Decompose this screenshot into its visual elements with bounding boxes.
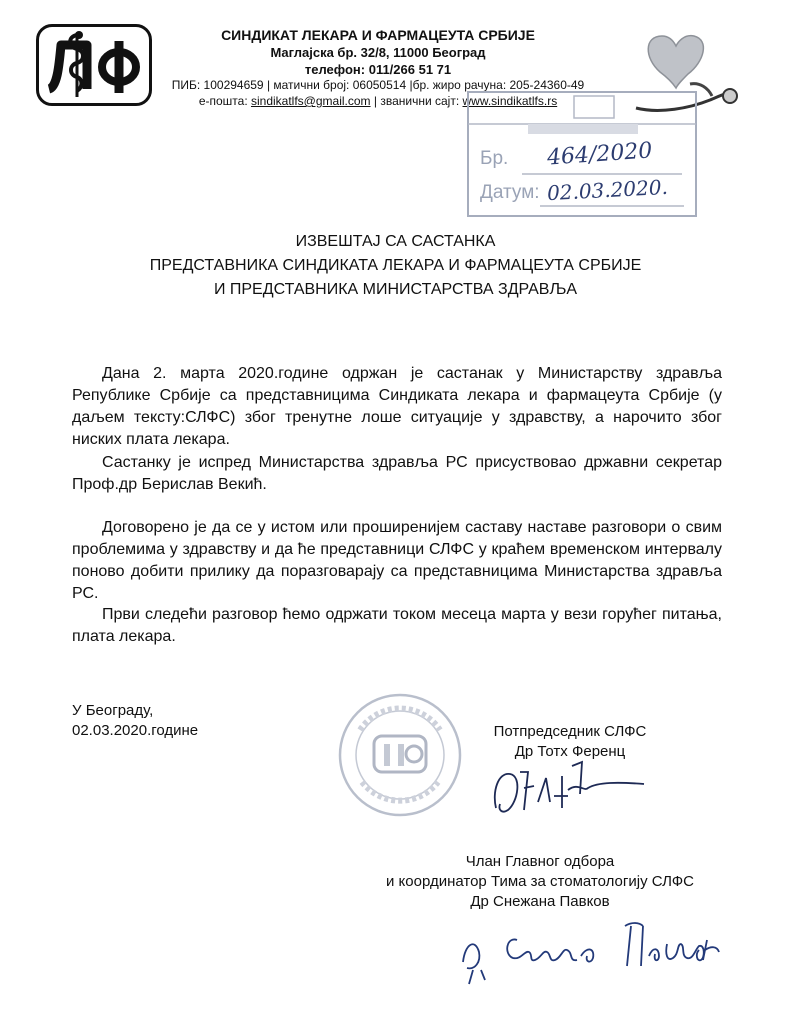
organization-phone: телефон: 011/266 51 71 [304, 62, 452, 77]
round-seal [332, 690, 468, 820]
place-city: У Београду, [72, 702, 154, 719]
report-title-line-1: ИЗВЕШТАЈ СА САСТАНКА [295, 233, 496, 250]
organization-ids: ПИБ: 100294659 | матични број: 06050514 |бр. жиро рачуна: 205-24360-49 [171, 78, 585, 92]
signatory-1-role: Потпредседник СЛФС [493, 723, 647, 740]
registration-number: 464/2020 [546, 138, 654, 171]
organization-name: СИНДИКАТ ЛЕКАРА И ФАРМАЦЕУТА СРБИЈЕ [221, 27, 535, 43]
body-paragraph-3: Договорено је да се у истом или проширенијем саставу наставе разговори о свим проблемима у здравству и да ће представници СЛФС у краћем временском интервалу поново добити прилику да поразговарају са представницима Министарства здравља РС. [72, 519, 722, 602]
body-paragraph-1: Дана 2. марта 2020.године одржан је састанак у Министарству здравља Републике Србије са представницима Синдиката лекара и фармацеута Србије (у даљем тексту:СЛФС) због тренутне лоше ситуације у здравству, а нарочито због ниских плата лекара. [72, 365, 722, 448]
signatory-2-name: Др Снежана Павков [470, 893, 610, 910]
signature-1 [488, 752, 648, 822]
signatory-2-role-line-2: и координатор Тима за стоматологију СЛФС [386, 873, 694, 890]
signatory-1-name: Др Тотх Ференц [514, 743, 626, 760]
email-label: е-пошта: [198, 94, 251, 108]
registration-date-label: Датум: [480, 182, 540, 203]
place-date: 02.03.2020.године [72, 722, 199, 739]
organization-logo [36, 24, 152, 106]
logo-lf-icon [39, 27, 149, 103]
body-paragraph-2: Састанку је испред Министарства здравља РС присуствовао државни секретар Проф.др Берислав Векић. [72, 454, 722, 493]
website-link[interactable]: www.sindikatlfs.rs [462, 94, 558, 108]
website-label: | званични сајт: [370, 94, 463, 108]
organization-address: Маглајска бр. 32/8, 11000 Београд [270, 45, 486, 60]
report-title-line-2: ПРЕДСТАВНИКА СИНДИКАТА ЛЕКАРА И ФАРМАЦЕУТА СРБИЈЕ [149, 257, 642, 274]
body-paragraph-4: Први следећи разговор ћемо одржати током месеца марта у вези горућег питања, плата лекара. [72, 606, 722, 645]
registration-date: 02.03.2020. [546, 174, 669, 206]
signature-2 [455, 910, 725, 990]
report-title-line-3: И ПРЕДСТАВНИКА МИНИСТАРСТВА ЗДРАВЉА [213, 281, 578, 298]
email-link[interactable]: sindikatlfs@gmail.com [250, 94, 371, 108]
signatory-2-role-line-1: Члан Главног одбора [465, 853, 615, 870]
registration-number-label: Бр. [480, 148, 509, 169]
